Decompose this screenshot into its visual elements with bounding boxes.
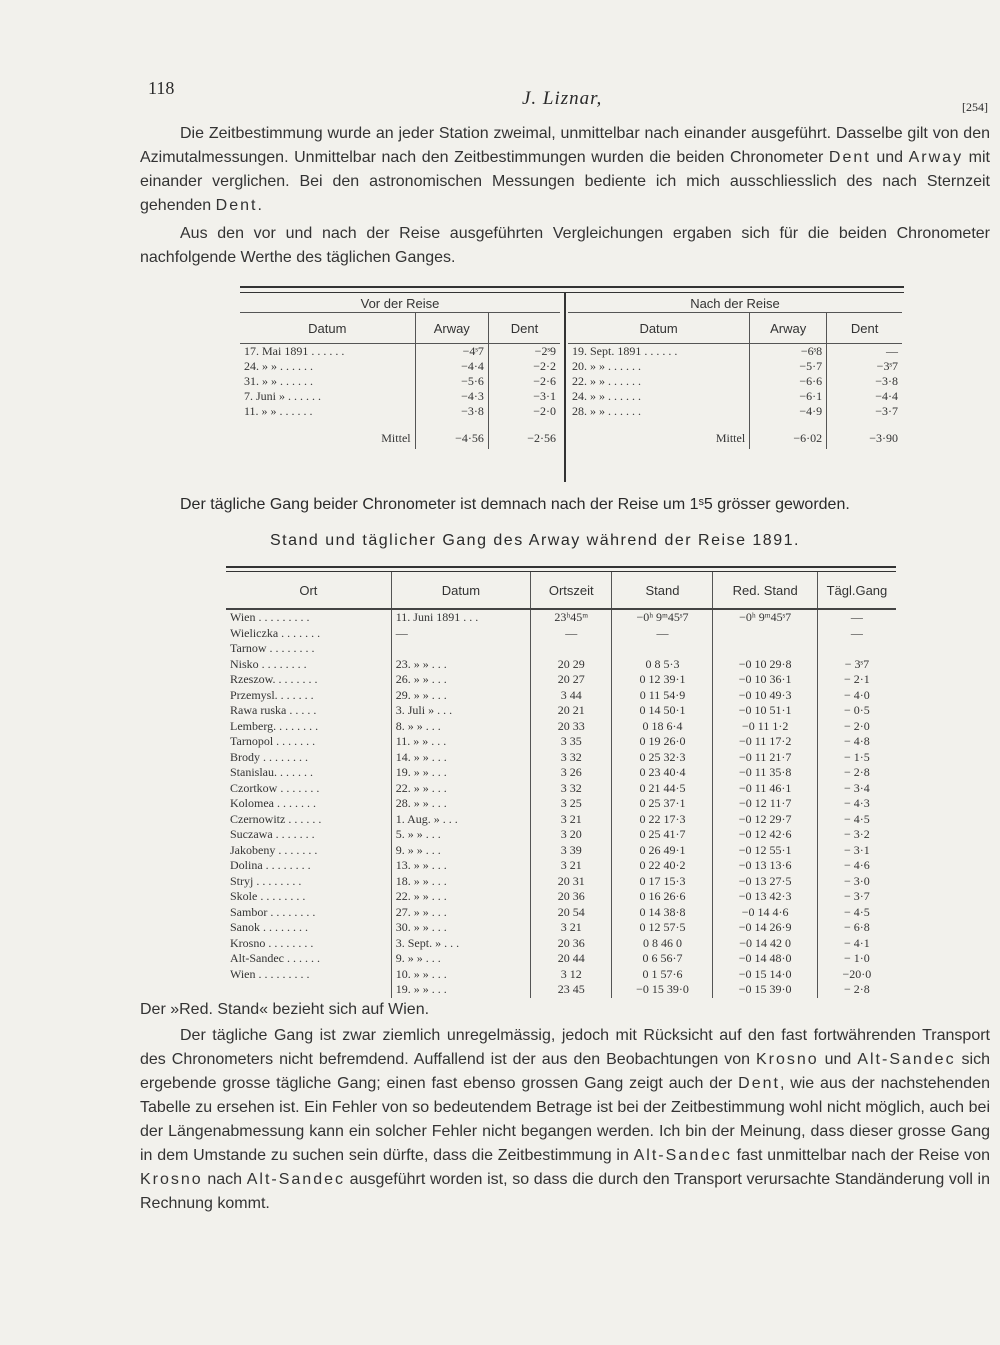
cell-dent: −2ˢ9 [488, 344, 560, 360]
cell-datum: 29. » » . . . [391, 688, 530, 704]
cell-stand: 0 1 57·6 [612, 967, 713, 983]
mittel-label: Mittel [715, 430, 746, 445]
cell-ortszeit [531, 641, 612, 657]
cell-taegl-gang: − 4·0 [817, 688, 896, 704]
cell-stand: 0 18 6·4 [612, 719, 713, 735]
cell-ort: Krosno . . . . . . . . [230, 935, 314, 950]
cell-ort: Rawa ruska . . . . . [230, 703, 317, 717]
table-row [568, 344, 902, 360]
table-row [226, 688, 896, 704]
cell-ort: Wien . . . . . . . . . [230, 966, 310, 981]
cell-datum: 14. » » . . . [391, 750, 530, 766]
cell-taegl-gang: − 4·3 [817, 796, 896, 812]
table-divider [564, 292, 566, 482]
cell-arway: −4·9 [750, 404, 827, 419]
cell-taegl-gang: − 3·7 [817, 889, 896, 905]
paragraph-2: Aus den vor und nach der Reise ausgeführten Vergleichungen ergaben sich für die beiden Chronometer nachfolgende Werthe des täglichen Ganges. [140, 225, 990, 266]
cell-datum: 24. » » . . . . . . [244, 359, 313, 373]
cell-datum: 7. Juni » . . . . . . [244, 389, 322, 403]
table-row [568, 359, 902, 374]
table-row [226, 827, 896, 843]
cell-taegl-gang: − 3·0 [817, 874, 896, 890]
cell-taegl-gang: − 4·5 [817, 812, 896, 828]
group-header-after: Nach der Reise [568, 294, 902, 313]
table-row [240, 344, 560, 360]
cell-stand: 0 23 40·4 [612, 765, 713, 781]
cell-ort: Stryj . . . . . . . . [230, 873, 302, 888]
table1-caption: Der tägliche Gang beider Chronometer ist demnach nach der Reise um 1ˢ5 grösser geworden. [180, 496, 850, 513]
table-row [226, 858, 896, 874]
cell-ort: Czernowitz . . . . . . [230, 811, 322, 826]
bracket-page-number: [254] [962, 100, 988, 114]
cell-arway: −4ˢ7 [415, 344, 488, 360]
cell-datum [391, 641, 530, 657]
cell-arway: −5·7 [750, 359, 827, 374]
cell-datum: 24. » » . . . . . . [572, 389, 641, 403]
cell-red-stand: −0 11 17·2 [713, 734, 817, 750]
cell-datum: 31. » » . . . . . . [244, 374, 313, 388]
col-datum: Datum [308, 320, 347, 336]
cell-datum: 3. Juli » . . . [391, 703, 530, 719]
cell-dent: −2·6 [488, 374, 560, 389]
mittel-arway: −6·02 [750, 419, 827, 449]
cell-ort: Rzeszow. . . . . . . . [230, 672, 318, 686]
col-ortszeit: Ortszeit [531, 572, 612, 609]
cell-ortszeit: 3 21 [531, 858, 612, 874]
mittel-dent: −3·90 [827, 419, 902, 449]
cell-ortszeit: 20 31 [531, 874, 612, 890]
cell-ortszeit: 20 21 [531, 703, 612, 719]
cell-datum: 9. » » . . . [391, 843, 530, 859]
cell-datum: 9. » » . . . [391, 951, 530, 967]
cell-taegl-gang: − 2·1 [817, 672, 896, 688]
cell-red-stand: −0 10 29·8 [713, 657, 817, 673]
cell-datum: 27. » » . . . [391, 905, 530, 921]
cell-ortszeit: 3 39 [531, 843, 612, 859]
cell-datum: 23. » » . . . [391, 657, 530, 673]
mittel-arway: −4·56 [415, 419, 488, 449]
cell-stand: 0 8 46 0 [612, 936, 713, 952]
cell-datum: 3. Sept. » . . . [391, 936, 530, 952]
cell-ortszeit: 3 25 [531, 796, 612, 812]
cell-ortszeit: 3 32 [531, 750, 612, 766]
cell-stand: −0ʰ 9ᵐ45ˢ7 [612, 609, 713, 626]
cell-stand: 0 26 49·1 [612, 843, 713, 859]
cell-arway: −3·8 [415, 404, 488, 419]
table-row [226, 781, 896, 797]
arway-stand-table [226, 566, 896, 998]
cell-taegl-gang: − 1·0 [817, 951, 896, 967]
cell-ortszeit: 20 54 [531, 905, 612, 921]
cell-red-stand: −0 11 1·2 [713, 719, 817, 735]
cell-dent: −2·0 [488, 404, 560, 419]
cell-ortszeit: 23ʰ45ᵐ [531, 609, 612, 626]
arway-stand-grid [226, 572, 896, 998]
cell-ort: Stanislau. . . . . . . [230, 765, 313, 779]
cell-red-stand: −0 12 29·7 [713, 812, 817, 828]
cell-ortszeit: 3 26 [531, 765, 612, 781]
table-row [226, 874, 896, 890]
cell-red-stand [713, 626, 817, 642]
table-row [226, 967, 896, 983]
col-red-stand: Red. Stand [713, 572, 817, 609]
cell-ortszeit: 20 27 [531, 672, 612, 688]
cell-red-stand: −0 10 51·1 [713, 703, 817, 719]
table-row [226, 905, 896, 921]
cell-ort: Tarnow . . . . . . . . [230, 641, 315, 655]
table-row [226, 672, 896, 688]
cell-red-stand: −0 13 13·6 [713, 858, 817, 874]
cell-taegl-gang: − 3·1 [817, 843, 896, 859]
cell-stand: 0 25 41·7 [612, 827, 713, 843]
cell-ortszeit: 3 20 [531, 827, 612, 843]
cell-red-stand: −0 14 4·6 [713, 905, 817, 921]
cell-stand: 0 22 17·3 [612, 812, 713, 828]
cell-stand: 0 14 38·8 [612, 905, 713, 921]
cell-ortszeit: 3 35 [531, 734, 612, 750]
cell-datum: 10. » » . . . [391, 967, 530, 983]
cell-datum: 22. » » . . . . . . [572, 374, 641, 388]
cell-ortszeit: — [531, 626, 612, 642]
paragraph-1: Die Zeitbestimmung wurde an jeder Station zweimal, unmittelbar nach einander ausgeführt. Dasselbe gilt von den Azimutalmessungen. Unmittelbar nach den Zeitbestimmungen wurden die beiden Chronometer Dent und Arway mit einander verglichen. Bei den astronomischen Messungen bediente ich mich ausschliesslich des nach Sternzeit gehenden Dent. [140, 125, 990, 214]
table-row [226, 703, 896, 719]
cell-dent: −3·1 [488, 389, 560, 404]
cell-red-stand: −0ʰ 9ᵐ45ˢ7 [713, 609, 817, 626]
cell-stand: 0 14 50·1 [612, 703, 713, 719]
table-row [226, 641, 896, 657]
table-row [226, 982, 896, 998]
cell-arway: −6·6 [750, 374, 827, 389]
cell-red-stand: −0 14 26·9 [713, 920, 817, 936]
after-journey-table [568, 294, 902, 449]
cell-datum: 11. Juni 1891 . . . [391, 609, 530, 626]
cell-red-stand: −0 11 35·8 [713, 765, 817, 781]
cell-taegl-gang [817, 641, 896, 657]
running-head: J. Liznar, [522, 88, 603, 109]
cell-stand: 0 12 39·1 [612, 672, 713, 688]
cell-datum: 20. » » . . . . . . [572, 359, 641, 373]
col-taegl-gang: Tägl.Gang [817, 572, 896, 609]
chronometer-rate-table [240, 286, 904, 482]
cell-datum: 30. » » . . . [391, 920, 530, 936]
cell-taegl-gang: − 3ˢ7 [817, 657, 896, 673]
cell-dent: −3·8 [827, 374, 902, 389]
cell-dent: — [827, 344, 902, 360]
cell-ort: Jakobeny . . . . . . . [230, 842, 318, 857]
cell-datum: 8. » » . . . [391, 719, 530, 735]
table-row [226, 765, 896, 781]
table-row [568, 389, 902, 404]
cell-dent: −3ˢ7 [827, 359, 902, 374]
cell-datum: 18. » » . . . [391, 874, 530, 890]
cell-taegl-gang: − 0·5 [817, 703, 896, 719]
col-stand: Stand [612, 572, 713, 609]
cell-taegl-gang: − 3·2 [817, 827, 896, 843]
cell-ort [226, 982, 391, 998]
cell-ortszeit: 3 32 [531, 781, 612, 797]
table-row [226, 843, 896, 859]
cell-ort: Przemysl. . . . . . . [230, 687, 314, 702]
cell-red-stand: −0 14 48·0 [713, 951, 817, 967]
col-datum: Datum [639, 320, 678, 336]
cell-stand: 0 19 26·0 [612, 734, 713, 750]
cell-dent: −3·7 [827, 404, 902, 419]
table-row [226, 889, 896, 905]
cell-stand: 0 22 40·2 [612, 858, 713, 874]
cell-datum: 19. » » . . . [391, 765, 530, 781]
cell-arway: −6ˢ8 [750, 344, 827, 360]
cell-ortszeit: 3 21 [531, 920, 612, 936]
cell-red-stand: −0 11 46·1 [713, 781, 817, 797]
cell-ortszeit: 20 36 [531, 889, 612, 905]
cell-ort: Wien . . . . . . . . . [230, 610, 310, 624]
paragraph-4: Der tägliche Gang ist zwar ziemlich unregelmässig, jedoch mit Rücksicht auf den fast fortwährenden Transport des Chronometers nicht befremdend. Auffallend ist der aus den Beobachtungen von Krosno und Alt-Sandec sich ergebende grosse tägliche Gang; einen fast ebenso grossen Gang zeigt auch der Dent, wie aus der nachstehenden Tabelle zu ersehen ist. Ein Fehler von so bedeutendem Betrage ist bei der Zeitbestimmung wohl nicht möglich, auch bei der Längenabmessung kann ein solcher Fehler nicht begangen werden. Ich bin der Meinung, dass dieser grosse Gang in dem Umstande zu suchen sein dürfte, dass die Zeitbestimmung in Alt-Sandec fast unmittelbar nach der Reise von Krosno nach Alt-Sandec ausgeführt worden ist, so dass die durch den Transport verursachte Standänderung voll in Rechnung kommt. [140, 1027, 990, 1212]
cell-arway: −4·3 [415, 389, 488, 404]
cell-taegl-gang: − 1·5 [817, 750, 896, 766]
cell-ort: Skole . . . . . . . . [230, 889, 306, 903]
cell-stand: 0 11 54·9 [612, 688, 713, 704]
cell-red-stand: −0 12 55·1 [713, 843, 817, 859]
table-row [240, 389, 560, 404]
table-row [226, 719, 896, 735]
before-journey-table [240, 294, 560, 449]
cell-datum: 26. » » . . . [391, 672, 530, 688]
cell-ort: Suczawa . . . . . . . [230, 827, 315, 841]
cell-stand: 0 16 26·6 [612, 889, 713, 905]
cell-red-stand [713, 641, 817, 657]
cell-ortszeit: 20 33 [531, 719, 612, 735]
cell-ort: Brody . . . . . . . . [230, 749, 308, 764]
cell-datum: 28. » » . . . . . . [572, 404, 641, 418]
cell-arway: −5·6 [415, 374, 488, 389]
table-row [226, 657, 896, 673]
cell-red-stand: −0 15 14·0 [713, 967, 817, 983]
cell-stand: — [612, 626, 713, 642]
cell-taegl-gang: — [817, 626, 896, 642]
cell-red-stand: −0 10 49·3 [713, 688, 817, 704]
cell-taegl-gang: − 4·5 [817, 905, 896, 921]
cell-stand: 0 21 44·5 [612, 781, 713, 797]
table-row [240, 359, 560, 374]
cell-ort: Alt-Sandec . . . . . . [230, 951, 320, 965]
cell-ortszeit: 23 45 [531, 982, 612, 998]
cell-ort: Czortkow . . . . . . . [230, 780, 320, 795]
cell-red-stand: −0 10 36·1 [713, 672, 817, 688]
table-row [226, 626, 896, 642]
col-arway: Arway [415, 313, 488, 344]
cell-ortszeit: 20 36 [531, 936, 612, 952]
cell-taegl-gang: − 2·8 [817, 982, 896, 998]
cell-stand: 0 6 56·7 [612, 951, 713, 967]
cell-ortszeit: 3 21 [531, 812, 612, 828]
cell-arway: −6·1 [750, 389, 827, 404]
group-header-before: Vor der Reise [240, 294, 560, 313]
table-row [568, 374, 902, 389]
col-dent: Dent [488, 313, 560, 344]
col-dent: Dent [827, 313, 902, 344]
cell-datum: 11. » » . . . . . . [244, 404, 313, 418]
cell-stand: −0 15 39·0 [612, 982, 713, 998]
table-row [226, 750, 896, 766]
table-row [226, 609, 896, 626]
cell-ort: Tarnopol . . . . . . . [230, 734, 316, 748]
cell-stand: 0 25 37·1 [612, 796, 713, 812]
cell-stand: 0 8 5·3 [612, 657, 713, 673]
table-rule [240, 286, 904, 293]
cell-arway: −4·4 [415, 359, 488, 374]
cell-ort: Wieliczka . . . . . . . [230, 625, 321, 640]
cell-ortszeit: 3 12 [531, 967, 612, 983]
cell-datum: 5. » » . . . [391, 827, 530, 843]
cell-ortszeit: 20 44 [531, 951, 612, 967]
table-row [240, 404, 560, 419]
cell-ort: Kolomea . . . . . . . [230, 796, 316, 810]
cell-datum: 17. Mai 1891 . . . . . . [244, 344, 345, 358]
mittel-dent: −2·56 [488, 419, 560, 449]
table-row [226, 920, 896, 936]
table-row [568, 404, 902, 419]
cell-datum: 22. » » . . . [391, 781, 530, 797]
cell-datum: 19. » » . . . [391, 982, 530, 998]
cell-red-stand: −0 13 27·5 [713, 874, 817, 890]
cell-stand: 0 12 57·5 [612, 920, 713, 936]
page-number: 118 [148, 78, 175, 98]
cell-ortszeit: 20 29 [531, 657, 612, 673]
cell-taegl-gang: − 4·8 [817, 734, 896, 750]
cell-datum: 28. » » . . . [391, 796, 530, 812]
table-row [226, 951, 896, 967]
paragraph-3: Der »Red. Stand« bezieht sich auf Wien. [140, 1001, 430, 1018]
cell-red-stand: −0 12 11·7 [713, 796, 817, 812]
cell-ort: Sanok . . . . . . . . [230, 920, 308, 934]
cell-datum: — [391, 626, 530, 642]
cell-ort: Dolina . . . . . . . . [230, 858, 311, 872]
cell-datum: 22. » » . . . [391, 889, 530, 905]
table-row [226, 936, 896, 952]
table2-title: Stand und täglicher Gang des Arway während der Reise 1891. [270, 532, 800, 549]
cell-taegl-gang: — [817, 609, 896, 626]
cell-red-stand: −0 13 42·3 [713, 889, 817, 905]
cell-ort: Sambor . . . . . . . . [230, 904, 316, 919]
cell-datum: 13. » » . . . [391, 858, 530, 874]
cell-taegl-gang: − 3·4 [817, 781, 896, 797]
cell-dent: −2·2 [488, 359, 560, 374]
col-datum: Datum [391, 572, 530, 609]
mittel-label: Mittel [381, 430, 411, 445]
cell-red-stand: −0 12 42·6 [713, 827, 817, 843]
cell-ort: Nisko . . . . . . . . [230, 656, 307, 671]
cell-taegl-gang: − 2·8 [817, 765, 896, 781]
table-row [240, 374, 560, 389]
cell-taegl-gang: −20·0 [817, 967, 896, 983]
cell-dent: −4·4 [827, 389, 902, 404]
cell-red-stand: −0 11 21·7 [713, 750, 817, 766]
table-row [226, 734, 896, 750]
cell-ortszeit: 3 44 [531, 688, 612, 704]
cell-taegl-gang: − 4·6 [817, 858, 896, 874]
table-row [226, 812, 896, 828]
cell-stand: 0 17 15·3 [612, 874, 713, 890]
cell-datum: 19. Sept. 1891 . . . . . . [572, 344, 678, 358]
cell-ort: Lemberg. . . . . . . . [230, 718, 319, 733]
cell-taegl-gang: − 2·0 [817, 719, 896, 735]
table-row [226, 796, 896, 812]
col-arway: Arway [750, 313, 827, 344]
cell-stand: 0 25 32·3 [612, 750, 713, 766]
cell-stand [612, 641, 713, 657]
cell-datum: 1. Aug. » . . . [391, 812, 530, 828]
cell-datum: 11. » » . . . [391, 734, 530, 750]
col-ort: Ort [226, 572, 391, 609]
cell-red-stand: −0 14 42 0 [713, 936, 817, 952]
cell-taegl-gang: − 6·8 [817, 920, 896, 936]
cell-taegl-gang: − 4·1 [817, 936, 896, 952]
cell-red-stand: −0 15 39·0 [713, 982, 817, 998]
